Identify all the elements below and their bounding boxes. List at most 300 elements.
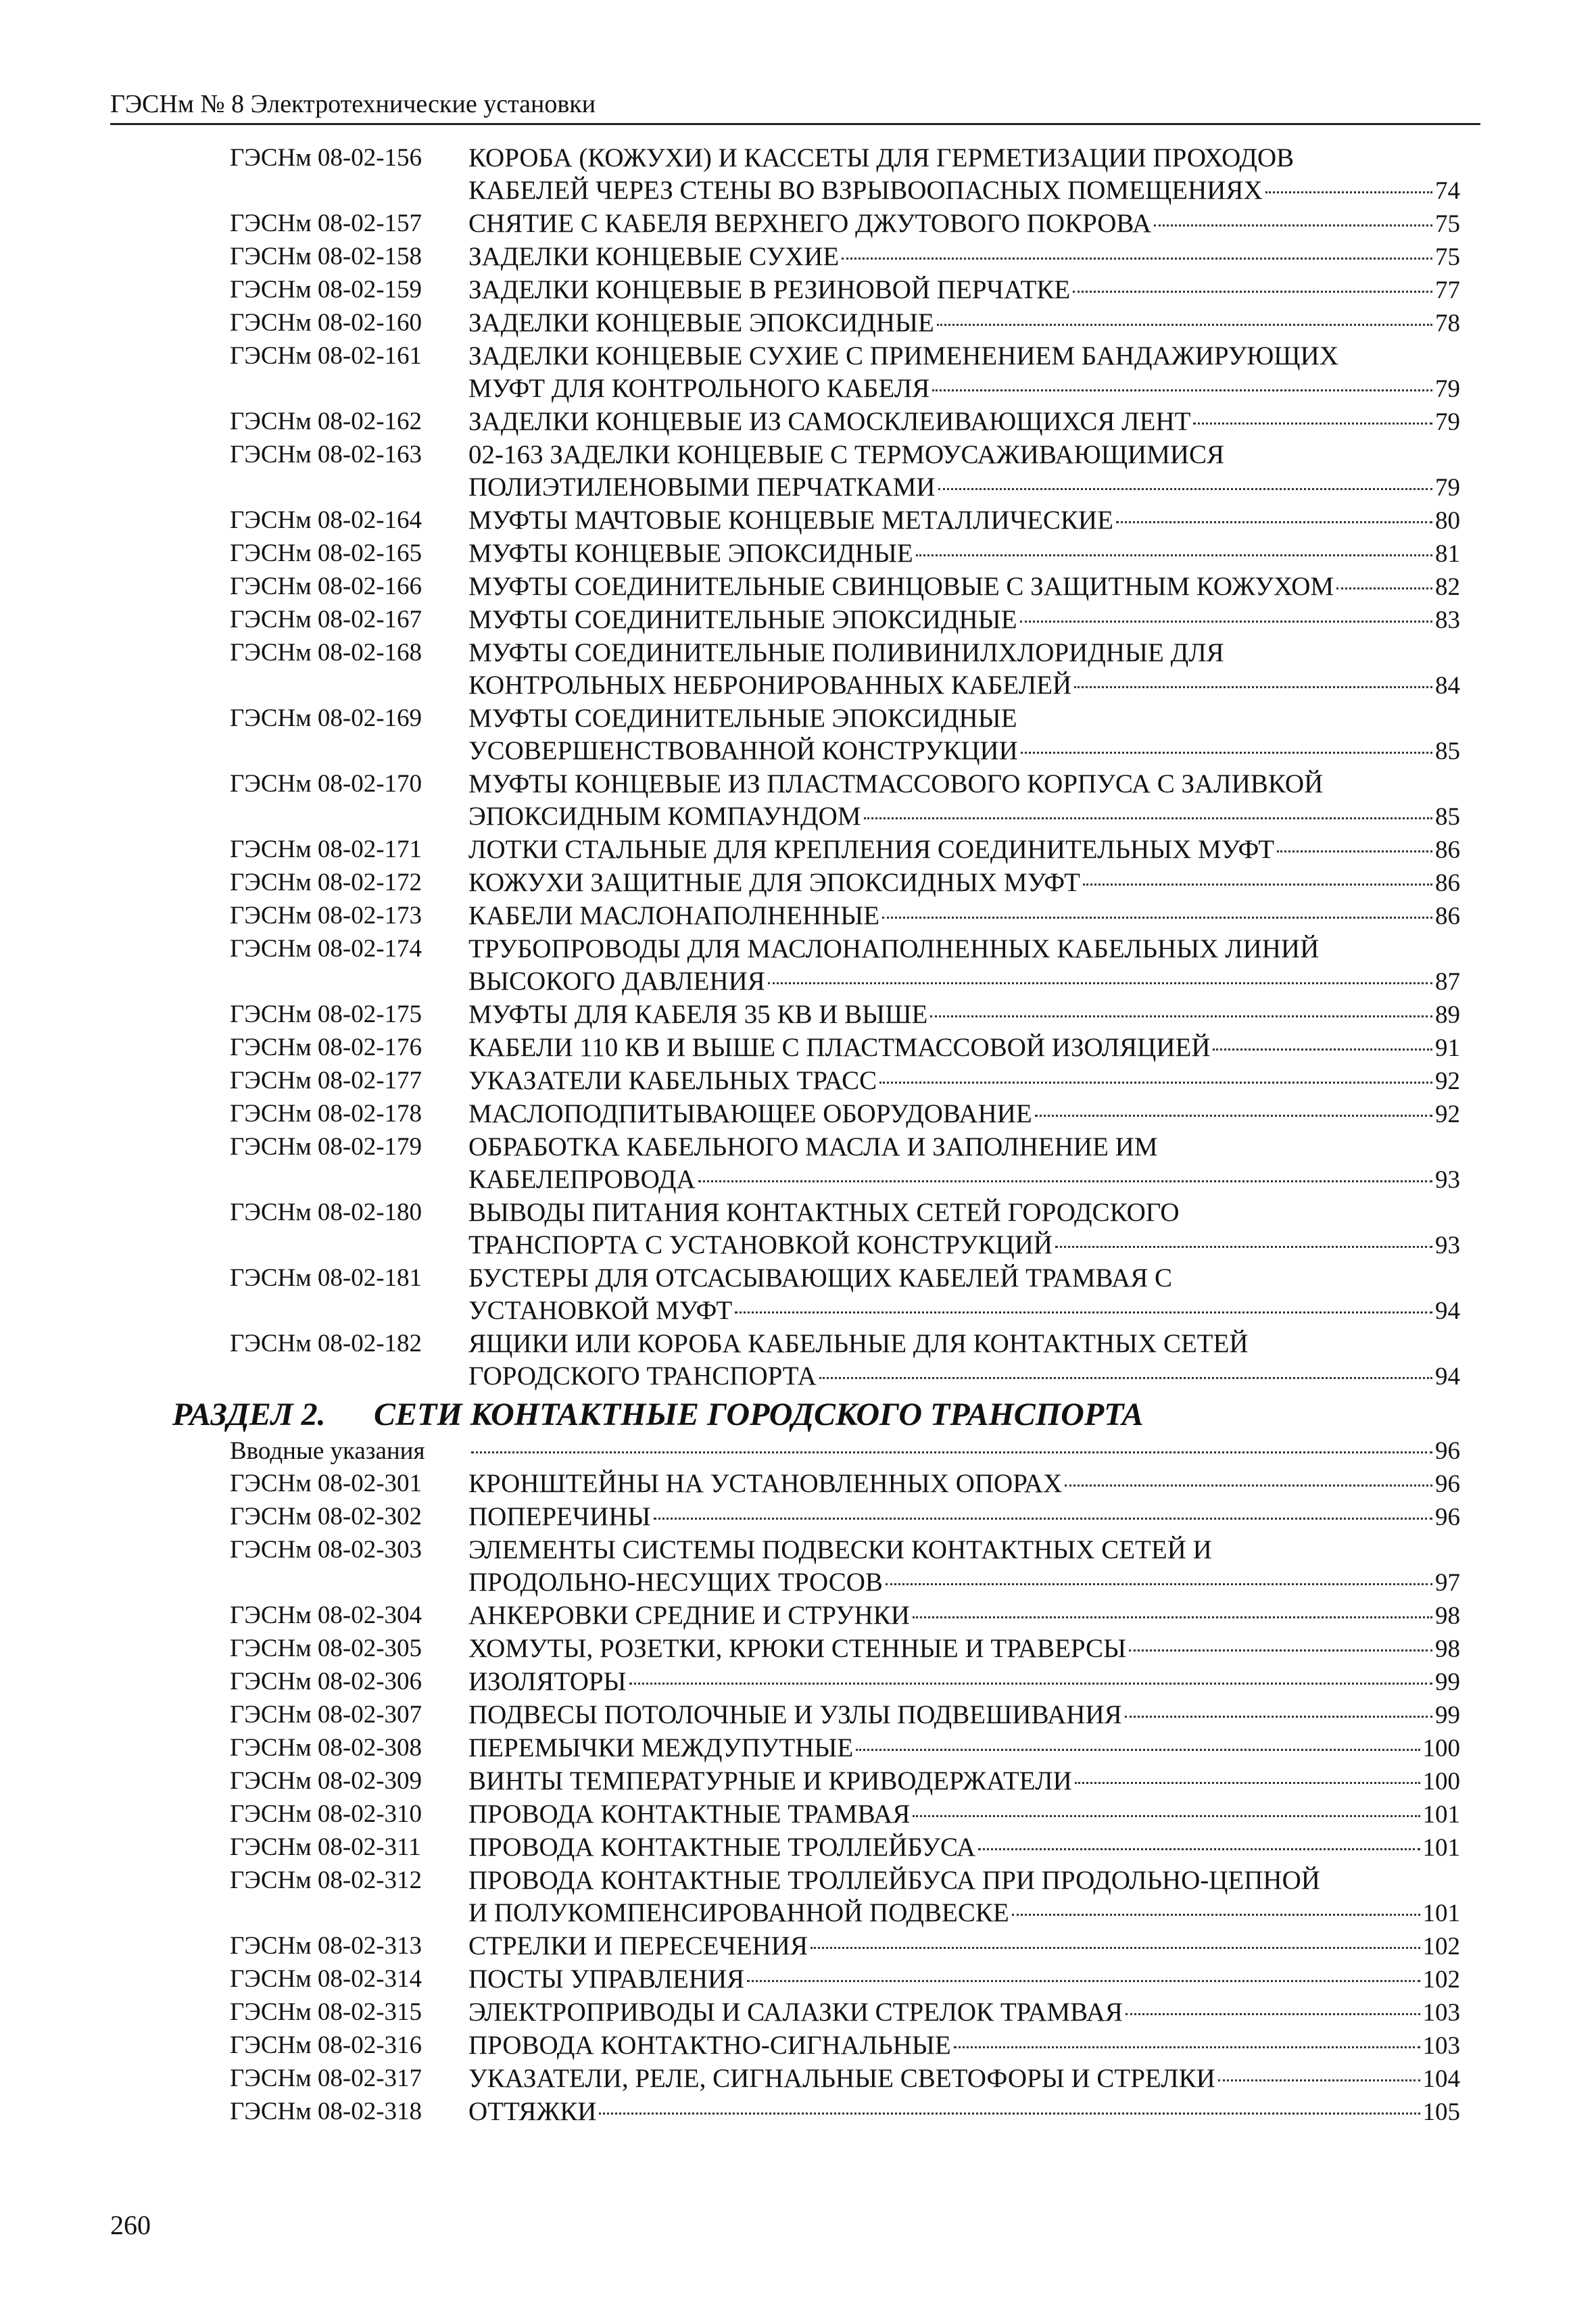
toc-entry-page: 103 <box>1422 2032 1460 2060</box>
toc-entry-leader-line <box>468 1501 1460 1534</box>
toc-entry-page: 79 <box>1435 408 1460 436</box>
toc-entry-title-line: ВЫСОКОГО ДАВЛЕНИЯ <box>468 967 765 996</box>
toc-entry-code: ГЭСНм 08-02-158 <box>230 243 422 270</box>
toc-entry-title-line: ОТТЯЖКИ <box>468 2097 597 2126</box>
toc-entry-page: 77 <box>1435 276 1460 304</box>
toc-entry-leader-line <box>468 1765 1460 1798</box>
toc-entry-code: ГЭСНм 08-02-314 <box>230 1965 422 1993</box>
dot-leader <box>856 1749 1420 1751</box>
toc-entry-title-line: ПРОВОДА КОНТАКТНО-СИГНАЛЬНЫЕ <box>468 2031 951 2060</box>
toc-entry-title <box>468 1864 1460 1930</box>
toc-entry <box>0 768 1596 834</box>
toc-entry-title <box>468 604 1460 637</box>
dot-leader <box>978 1848 1420 1850</box>
toc-entry-code: ГЭСНм 08-02-311 <box>230 1833 421 1861</box>
toc-entry-leader-line <box>468 1163 1460 1197</box>
toc-entry-title-line: ЯЩИКИ ИЛИ КОРОБА КАБЕЛЬНЫЕ ДЛЯ КОНТАКТНЫХ СЕТЕЙ <box>468 1329 1249 1358</box>
toc-entry-page: 99 <box>1435 1702 1460 1729</box>
toc-entry-title-line: ЛОТКИ СТАЛЬНЫЕ ДЛЯ КРЕПЛЕНИЯ СОЕДИНИТЕЛЬНЫХ МУФТ <box>468 835 1275 864</box>
dot-leader <box>1265 191 1432 193</box>
toc-entry-code: ГЭСНм 08-02-302 <box>230 1503 422 1530</box>
toc-entry-title-line: СТРЕЛКИ И ПЕРЕСЕЧЕНИЯ <box>468 1931 808 1960</box>
toc-entry-code: ГЭСНм 08-02-157 <box>230 210 422 237</box>
toc-entry-title-line: КОНТРОЛЬНЫХ НЕБРОНИРОВАННЫХ КАБЕЛЕЙ <box>468 671 1072 700</box>
toc-entry-leader-line <box>468 504 1460 537</box>
toc-entry-leader-line <box>468 1032 1460 1065</box>
toc-entry-leader-line <box>468 998 1460 1032</box>
dot-leader <box>882 917 1432 919</box>
toc-entry-page: 101 <box>1422 1834 1460 1862</box>
toc-entry-page: 81 <box>1435 540 1460 568</box>
toc-entry <box>0 1666 1596 1699</box>
toc-entry-title <box>468 307 1460 340</box>
toc-entry-leader-line <box>468 1599 1460 1633</box>
toc-entry <box>0 2096 1596 2129</box>
toc-entry-page: 86 <box>1435 836 1460 864</box>
toc-entry-page: 101 <box>1422 1900 1460 1927</box>
toc-entry-title <box>468 406 1460 439</box>
toc-entry-page: 78 <box>1435 310 1460 337</box>
toc-entry-code: ГЭСНм 08-02-181 <box>230 1264 422 1292</box>
toc-entry-title <box>468 998 1460 1032</box>
toc-entry <box>0 1065 1596 1098</box>
toc-entry-code: ГЭСНм 08-02-312 <box>230 1866 422 1894</box>
toc-entry <box>0 1468 1596 1501</box>
dot-leader <box>1129 1649 1432 1651</box>
toc-entry <box>0 1328 1596 1393</box>
dot-leader <box>1154 224 1432 226</box>
toc-entry-page: 84 <box>1435 672 1460 700</box>
toc-entry-title <box>468 1765 1460 1798</box>
toc-entry-title-line: КАБЕЛЕЙ ЧЕРЕЗ СТЕНЫ ВО ВЗРЫВООПАСНЫХ ПОМЕЩЕНИЯХ <box>468 176 1263 205</box>
dot-leader <box>654 1518 1432 1520</box>
toc-entry-code: ГЭСНм 08-02-309 <box>230 1767 422 1795</box>
toc-entry-title-line: 02-163 ЗАДЕЛКИ КОНЦЕВЫЕ С ТЕРМОУСАЖИВАЮЩИМИСЯ <box>468 440 1225 469</box>
toc-entry-title <box>468 208 1460 241</box>
toc-entry-code: ГЭСНм 08-02-318 <box>230 2098 422 2125</box>
toc-entry <box>0 1930 1596 1963</box>
toc-entry-leader-line <box>468 1295 1460 1328</box>
toc-entry-title <box>468 1328 1460 1393</box>
toc-entry-title-line: ЭЛЕКТРОПРИВОДЫ И САЛАЗКИ СТРЕЛОК ТРАМВАЯ <box>468 1998 1123 2027</box>
toc-entry-leader-line <box>468 1798 1460 1831</box>
page-number: 260 <box>110 2210 151 2240</box>
toc-entry-code: ГЭСНм 08-02-168 <box>230 639 422 667</box>
toc-entry-leader-line <box>468 1831 1460 1864</box>
toc-entry <box>0 1435 1596 1468</box>
toc-entry <box>0 439 1596 504</box>
toc-entry-title <box>468 2029 1460 2062</box>
toc-entry-code: ГЭСНм 08-02-167 <box>230 606 422 633</box>
toc-entry-page: 96 <box>1435 1437 1460 1465</box>
toc-entry-code: ГЭСНм 08-02-172 <box>230 869 422 896</box>
toc-entry-title-line: ТРУБОПРОВОДЫ ДЛЯ МАСЛОНАПОЛНЕННЫХ КАБЕЛЬНЫХ ЛИНИЙ <box>468 934 1320 963</box>
toc-entry-title <box>468 702 1460 768</box>
toc-entry-leader-line <box>468 1930 1460 1963</box>
toc-entry <box>0 1098 1596 1131</box>
toc-entry-code: ГЭСНм 08-02-305 <box>230 1635 422 1662</box>
toc-entry-title-line: МУФТЫ КОНЦЕВЫЕ ЭПОКСИДНЫЕ <box>468 539 913 568</box>
dot-leader <box>599 2113 1420 2115</box>
dot-leader <box>1020 621 1432 623</box>
dot-leader <box>930 1015 1432 1017</box>
toc-entry-title-line: БУСТЕРЫ ДЛЯ ОТСАСЫВАЮЩИХ КАБЕЛЕЙ ТРАМВАЯ С <box>468 1263 1173 1293</box>
toc-entry-title-line: КОЖУХИ ЗАЩИТНЫЕ ДЛЯ ЭПОКСИДНЫХ МУФТ <box>468 868 1080 897</box>
dot-leader <box>916 554 1432 556</box>
dot-leader <box>768 982 1432 984</box>
toc-entry-page: 100 <box>1422 1768 1460 1795</box>
toc-entry-title <box>468 768 1460 834</box>
toc-entry-code: ГЭСНм 08-02-163 <box>230 441 422 468</box>
toc-entry-page: 99 <box>1435 1668 1460 1696</box>
toc-entry-title-line: И ПОЛУКОМПЕНСИРОВАННОЙ ПОДВЕСКЕ <box>468 1898 1009 1927</box>
toc-entry-title-line: ПРОВОДА КОНТАКТНЫЕ ТРОЛЛЕЙБУСА ПРИ ПРОДОЛЬНО-ЦЕПНОЙ <box>468 1866 1320 1895</box>
toc-entry-title-line: ГОРОДСКОГО ТРАНСПОРТА <box>468 1361 817 1391</box>
dot-leader <box>864 817 1432 819</box>
toc-entry-code: ГЭСНм 08-02-156 <box>230 144 422 172</box>
toc-entry-title-line: КАБЕЛИ МАСЛОНАПОЛНЕННЫЕ <box>468 901 880 930</box>
toc-entry <box>0 1633 1596 1666</box>
toc-entry <box>0 1963 1596 1996</box>
toc-entry-page: 102 <box>1422 1933 1460 1960</box>
toc-entry-title-line: КРОНШТЕЙНЫ НА УСТАНОВЛЕННЫХ ОПОРАХ <box>468 1469 1063 1498</box>
toc-entry-title <box>468 1666 1460 1699</box>
toc-entry-page: 85 <box>1435 803 1460 831</box>
toc-entry-code: ГЭСНм 08-02-303 <box>230 1536 422 1564</box>
toc-entry-leader-line <box>468 1435 1460 1468</box>
toc-entry-title-line: ПРОВОДА КОНТАКТНЫЕ ТРОЛЛЕЙБУСА <box>468 1833 976 1862</box>
dot-leader <box>1083 884 1432 886</box>
toc-entry-page: 102 <box>1422 1966 1460 1994</box>
toc-entry-page: 86 <box>1435 902 1460 930</box>
toc-entry-title-line: МУФТЫ СОЕДИНИТЕЛЬНЫЕ ЭПОКСИДНЫЕ <box>468 704 1017 733</box>
toc-entry-leader-line <box>468 834 1460 867</box>
toc-entry-title <box>468 537 1460 571</box>
toc-entry-code: ГЭСНм 08-02-307 <box>230 1701 422 1729</box>
dot-leader <box>1218 2079 1420 2081</box>
toc-entry <box>0 2029 1596 2062</box>
toc-entry-code: ГЭСНм 08-02-306 <box>230 1668 422 1695</box>
toc-entry-title-line: УКАЗАТЕЛИ, РЕЛЕ, СИГНАЛЬНЫЕ СВЕТОФОРЫ И СТРЕЛКИ <box>468 2064 1215 2093</box>
toc-entry-page: 89 <box>1435 1001 1460 1029</box>
toc-entry-title <box>468 1262 1460 1328</box>
toc-entry-title <box>468 1732 1460 1765</box>
toc-entry-leader-line <box>468 174 1460 208</box>
toc-entry-title-line: ЗАДЕЛКИ КОНЦЕВЫЕ СУХИЕ С ПРИМЕНЕНИЕМ БАНДАЖИРУЮЩИХ <box>468 341 1338 370</box>
toc-entry-leader-line <box>468 900 1460 933</box>
toc-entry-title <box>468 834 1460 867</box>
toc-entry-page: 79 <box>1435 474 1460 502</box>
toc-entry-title <box>468 933 1460 998</box>
toc-entry <box>0 1262 1596 1328</box>
toc-entry-leader-line <box>468 867 1460 900</box>
toc-entry-code: ГЭСНм 08-02-173 <box>230 902 422 930</box>
toc-entry-title-line: АНКЕРОВКИ СРЕДНИЕ И СТРУНКИ <box>468 1601 910 1630</box>
toc-entry <box>0 307 1596 340</box>
toc-group-section-1-continued <box>0 142 1596 1393</box>
toc-entry-title-line: МАСЛОПОДПИТЫВАЮЩЕЕ ОБОРУДОВАНИЕ <box>468 1099 1032 1128</box>
dot-leader <box>819 1377 1432 1379</box>
toc-entry-title <box>468 1831 1460 1864</box>
toc-entry-title-line: УКАЗАТЕЛИ КАБЕЛЬНЫХ ТРАСС <box>468 1066 877 1095</box>
toc-entry-page: 98 <box>1435 1635 1460 1663</box>
toc-entry-title-line: МУФТЫ КОНЦЕВЫЕ ИЗ ПЛАСТМАССОВОГО КОРПУСА С ЗАЛИВКОЙ <box>468 769 1324 798</box>
dot-leader <box>735 1311 1432 1313</box>
toc-entry-leader-line <box>468 2029 1460 2062</box>
toc-entry-page: 80 <box>1435 507 1460 535</box>
toc-entry-code: ГЭСНм 08-02-179 <box>230 1133 422 1161</box>
toc-entry-title <box>468 1963 1460 1996</box>
toc-entry-title-line: ТРАНСПОРТА С УСТАНОВКОЙ КОНСТРУКЦИЙ <box>468 1230 1053 1259</box>
toc-entry-title <box>468 1131 1460 1197</box>
dot-leader <box>811 1947 1420 1949</box>
toc-entry-title-line: КОРОБА (КОЖУХИ) И КАССЕТЫ ДЛЯ ГЕРМЕТИЗАЦИИ ПРОХОДОВ <box>468 143 1295 172</box>
toc-entry <box>0 142 1596 208</box>
toc-entry-code: ГЭСНм 08-02-178 <box>230 1100 422 1128</box>
toc-entry-leader-line <box>468 1468 1460 1501</box>
toc-entry-title-line: ЭЛЕМЕНТЫ СИСТЕМЫ ПОДВЕСКИ КОНТАКТНЫХ СЕТЕЙ И <box>468 1535 1212 1564</box>
toc-entry-title <box>468 867 1460 900</box>
dot-leader <box>1073 291 1432 293</box>
toc-entry-leader-line <box>468 1963 1460 1996</box>
toc-entry-title-line: ПОДВЕСЫ ПОТОЛОЧНЫЕ И УЗЛЫ ПОДВЕШИВАНИЯ <box>468 1700 1122 1729</box>
toc-entry-title <box>468 504 1460 537</box>
toc-entry-code: ГЭСНм 08-02-301 <box>230 1470 422 1497</box>
dot-leader <box>1125 1716 1432 1718</box>
dot-leader <box>1012 1914 1420 1916</box>
toc-entry <box>0 1864 1596 1930</box>
toc-entry-code: ГЭСНм 08-02-175 <box>230 1000 422 1028</box>
toc-entry-title <box>468 1501 1460 1534</box>
toc-entry-code: ГЭСНм 08-02-308 <box>230 1734 422 1762</box>
toc-entry-title-line: МУФТЫ МАЧТОВЫЕ КОНЦЕВЫЕ МЕТАЛЛИЧЕСКИЕ <box>468 506 1113 535</box>
toc-entry-title <box>468 1996 1460 2029</box>
toc-entry-code: ГЭСНм 08-02-160 <box>230 309 422 337</box>
toc-entry-page: 93 <box>1435 1166 1460 1194</box>
toc-entry-page: 101 <box>1422 1801 1460 1829</box>
toc-entry-leader-line <box>468 1732 1460 1765</box>
toc-entry-leader-line <box>468 965 1460 998</box>
toc-entry-leader-line <box>468 1098 1460 1131</box>
toc-entry <box>0 571 1596 604</box>
section-heading <box>0 1393 1596 1435</box>
toc-entry-code: ГЭСНм 08-02-170 <box>230 770 422 798</box>
toc-entry-title <box>468 1197 1460 1262</box>
toc-entry-leader-line <box>468 2096 1460 2129</box>
toc-entry-code: ГЭСНм 08-02-165 <box>230 539 422 567</box>
toc-entry <box>0 406 1596 439</box>
toc-entry-code: ГЭСНм 08-02-177 <box>230 1067 422 1094</box>
toc-entry-title <box>468 1930 1460 1963</box>
toc-entry-leader-line <box>468 669 1460 702</box>
toc-entry <box>0 933 1596 998</box>
toc-entry <box>0 1032 1596 1065</box>
table-of-contents <box>0 142 1596 2129</box>
toc-entry-title-line: МУФТ ДЛЯ КОНТРОЛЬНОГО КАБЕЛЯ <box>468 374 930 403</box>
toc-entry-leader-line <box>468 735 1460 768</box>
toc-entry <box>0 1534 1596 1599</box>
toc-entry-title-line: ПОЛИЭТИЛЕНОВЫМИ ПЕРЧАТКАМИ <box>468 473 936 502</box>
toc-entry-leader-line <box>468 1065 1460 1098</box>
toc-entry-title-line: ВИНТЫ ТЕМПЕРАТУРНЫЕ И КРИВОДЕРЖАТЕЛИ <box>468 1766 1072 1795</box>
toc-entry-title-line: УСОВЕРШЕНСТВОВАННОЙ КОНСТРУКЦИИ <box>468 736 1018 765</box>
toc-entry-title <box>468 1633 1460 1666</box>
toc-entry-code: ГЭСНм 08-02-171 <box>230 836 422 863</box>
toc-entry-code: ГЭСНм 08-02-310 <box>230 1800 422 1828</box>
toc-entry-page: 103 <box>1422 1999 1460 2027</box>
toc-entry-page: 97 <box>1435 1569 1460 1597</box>
toc-entry-code: ГЭСНм 08-02-166 <box>230 573 422 600</box>
dot-leader <box>1055 1246 1432 1248</box>
toc-entry <box>0 2062 1596 2096</box>
dot-leader <box>842 258 1432 260</box>
toc-entry-code: ГЭСНм 08-02-176 <box>230 1034 422 1061</box>
toc-entry-leader-line <box>468 537 1460 571</box>
toc-entry <box>0 998 1596 1032</box>
toc-entry-title-line: МУФТЫ СОЕДИНИТЕЛЬНЫЕ ЭПОКСИДНЫЕ <box>468 605 1017 634</box>
toc-entry-title-line: ХОМУТЫ, РОЗЕТКИ, КРЮКИ СТЕННЫЕ И ТРАВЕРСЫ <box>468 1634 1127 1663</box>
toc-entry-code: ГЭСНм 08-02-164 <box>230 506 422 534</box>
toc-entry-title-line: ОБРАБОТКА КАБЕЛЬНОГО МАСЛА И ЗАПОЛНЕНИЕ ИМ <box>468 1132 1158 1161</box>
toc-entry-page: 85 <box>1435 738 1460 765</box>
header-rule <box>110 123 1480 125</box>
toc-entry-title <box>468 2062 1460 2096</box>
toc-entry-title-line: ПРОДОЛЬНО-НЕСУЩИХ ТРОСОВ <box>468 1568 883 1597</box>
dot-leader <box>471 1451 1432 1453</box>
toc-entry-leader-line <box>468 372 1460 406</box>
toc-entry-leader-line <box>468 208 1460 241</box>
dot-leader <box>1075 1782 1420 1784</box>
dot-leader <box>1277 850 1432 852</box>
toc-entry-title-line: МУФТЫ СОЕДИНИТЕЛЬНЫЕ ПОЛИВИНИЛХЛОРИДНЫЕ ДЛЯ <box>468 638 1224 667</box>
toc-entry-page: 87 <box>1435 968 1460 996</box>
dot-leader <box>1035 1115 1432 1117</box>
toc-entry-page: 96 <box>1435 1470 1460 1498</box>
toc-entry-title-line: ЗАДЕЛКИ КОНЦЕВЫЕ В РЕЗИНОВОЙ ПЕРЧАТКЕ <box>468 275 1071 304</box>
toc-entry-page: 75 <box>1435 243 1460 271</box>
toc-entry-title-line: ЗАДЕЛКИ КОНЦЕВЫЕ ЭПОКСИДНЫЕ <box>468 308 934 337</box>
toc-entry <box>0 1996 1596 2029</box>
toc-entry-leader-line <box>468 1566 1460 1599</box>
toc-entry-title <box>468 340 1460 406</box>
toc-entry-code: ГЭСНм 08-02-180 <box>230 1199 422 1226</box>
dot-leader <box>1193 423 1432 425</box>
toc-entry-title-line: ИЗОЛЯТОРЫ <box>468 1667 627 1696</box>
dot-leader <box>1213 1048 1432 1051</box>
toc-entry-code: ГЭСНм 08-02-182 <box>230 1330 422 1357</box>
toc-entry-leader-line <box>468 1666 1460 1699</box>
toc-entry-page: 82 <box>1435 573 1460 601</box>
toc-entry-title-line: ЭПОКСИДНЫМ КОМПАУНДОМ <box>468 802 861 831</box>
toc-entry-title-line: ЗАДЕЛКИ КОНЦЕВЫЕ СУХИЕ <box>468 242 840 271</box>
toc-entry-leader-line <box>468 1229 1460 1262</box>
toc-entry-code: ГЭСНм 08-02-161 <box>230 342 422 370</box>
dot-leader <box>913 1815 1420 1817</box>
dot-leader <box>1336 587 1432 589</box>
toc-entry <box>0 208 1596 241</box>
toc-entry-code: ГЭСНм 08-02-169 <box>230 704 422 732</box>
toc-entry-title <box>468 439 1460 504</box>
toc-entry-page: 75 <box>1435 210 1460 238</box>
toc-entry <box>0 504 1596 537</box>
toc-entry <box>0 702 1596 768</box>
toc-entry-title <box>468 637 1460 702</box>
toc-entry-page: 83 <box>1435 606 1460 634</box>
toc-entry-title <box>468 1468 1460 1501</box>
toc-entry <box>0 340 1596 406</box>
toc-entry-title-line: ПОПЕРЕЧИНЫ <box>468 1502 651 1531</box>
toc-entry-title-line: МУФТЫ СОЕДИНИТЕЛЬНЫЕ СВИНЦОВЫЕ С ЗАЩИТНЫМ КОЖУХОМ <box>468 572 1334 601</box>
toc-entry-code: ГЭСНм 08-02-315 <box>230 1998 422 2026</box>
toc-entry-leader-line <box>468 1360 1460 1393</box>
toc-group-section-2 <box>0 1435 1596 2129</box>
toc-entry-page: 96 <box>1435 1503 1460 1531</box>
toc-entry-page: 86 <box>1435 869 1460 897</box>
dot-leader <box>932 389 1432 391</box>
toc-entry-page: 92 <box>1435 1101 1460 1128</box>
toc-entry-code: ГЭСНм 08-02-313 <box>230 1932 422 1960</box>
toc-entry-title-line: УСТАНОВКОЙ МУФТ <box>468 1296 733 1325</box>
toc-entry-title-line: ЗАДЕЛКИ КОНЦЕВЫЕ ИЗ САМОСКЛЕИВАЮЩИХСЯ ЛЕНТ <box>468 407 1191 436</box>
toc-entry <box>0 1831 1596 1864</box>
running-header: ГЭСНм № 8 Электротехнические установки <box>110 90 596 118</box>
toc-entry <box>0 604 1596 637</box>
toc-entry-leader-line <box>468 1897 1460 1930</box>
toc-entry-title-line: ПОСТЫ УПРАВЛЕНИЯ <box>468 1964 745 1994</box>
toc-entry <box>0 637 1596 702</box>
dot-leader <box>1074 686 1432 688</box>
toc-entry-page: 94 <box>1435 1363 1460 1391</box>
toc-entry-code: Вводные указания <box>230 1437 425 1465</box>
toc-entry-page: 104 <box>1422 2065 1460 2093</box>
dot-leader <box>1065 1485 1432 1487</box>
toc-entry <box>0 1699 1596 1732</box>
toc-entry-code: ГЭСНм 08-02-316 <box>230 2031 422 2059</box>
toc-entry-code: ГЭСНм 08-02-174 <box>230 935 422 963</box>
toc-entry <box>0 900 1596 933</box>
toc-entry-title-line: СНЯТИЕ С КАБЕЛЯ ВЕРХНЕГО ДЖУТОВОГО ПОКРОВА <box>468 209 1152 238</box>
section-label: РАЗДЕЛ 2. <box>172 1397 326 1432</box>
toc-entry-page: 98 <box>1435 1602 1460 1630</box>
toc-entry <box>0 1599 1596 1633</box>
toc-entry-title <box>468 1798 1460 1831</box>
toc-entry-page: 105 <box>1422 2098 1460 2126</box>
dot-leader <box>698 1180 1432 1182</box>
toc-entry-leader-line <box>468 2062 1460 2096</box>
toc-entry <box>0 1131 1596 1197</box>
dot-leader <box>747 1980 1420 1982</box>
toc-entry <box>0 834 1596 867</box>
toc-entry-title <box>468 2096 1460 2129</box>
toc-entry-leader-line <box>468 471 1460 504</box>
toc-entry-code: ГЭСНм 08-02-159 <box>230 276 422 304</box>
toc-entry <box>0 1501 1596 1534</box>
toc-entry-title <box>468 1534 1460 1599</box>
dot-leader <box>913 1616 1432 1618</box>
toc-entry-title <box>468 1699 1460 1732</box>
dot-leader <box>1126 2013 1420 2015</box>
toc-entry-code: ГЭСНм 08-02-304 <box>230 1601 422 1629</box>
toc-entry-leader-line <box>468 241 1460 274</box>
toc-entry-page: 91 <box>1435 1034 1460 1062</box>
toc-entry-leader-line <box>468 571 1460 604</box>
dot-leader <box>954 2046 1420 2048</box>
toc-entry-leader-line <box>468 274 1460 307</box>
toc-entry <box>0 1197 1596 1262</box>
toc-entry-code: ГЭСНм 08-02-162 <box>230 408 422 435</box>
toc-entry <box>0 1798 1596 1831</box>
toc-entry-title <box>468 1065 1460 1098</box>
